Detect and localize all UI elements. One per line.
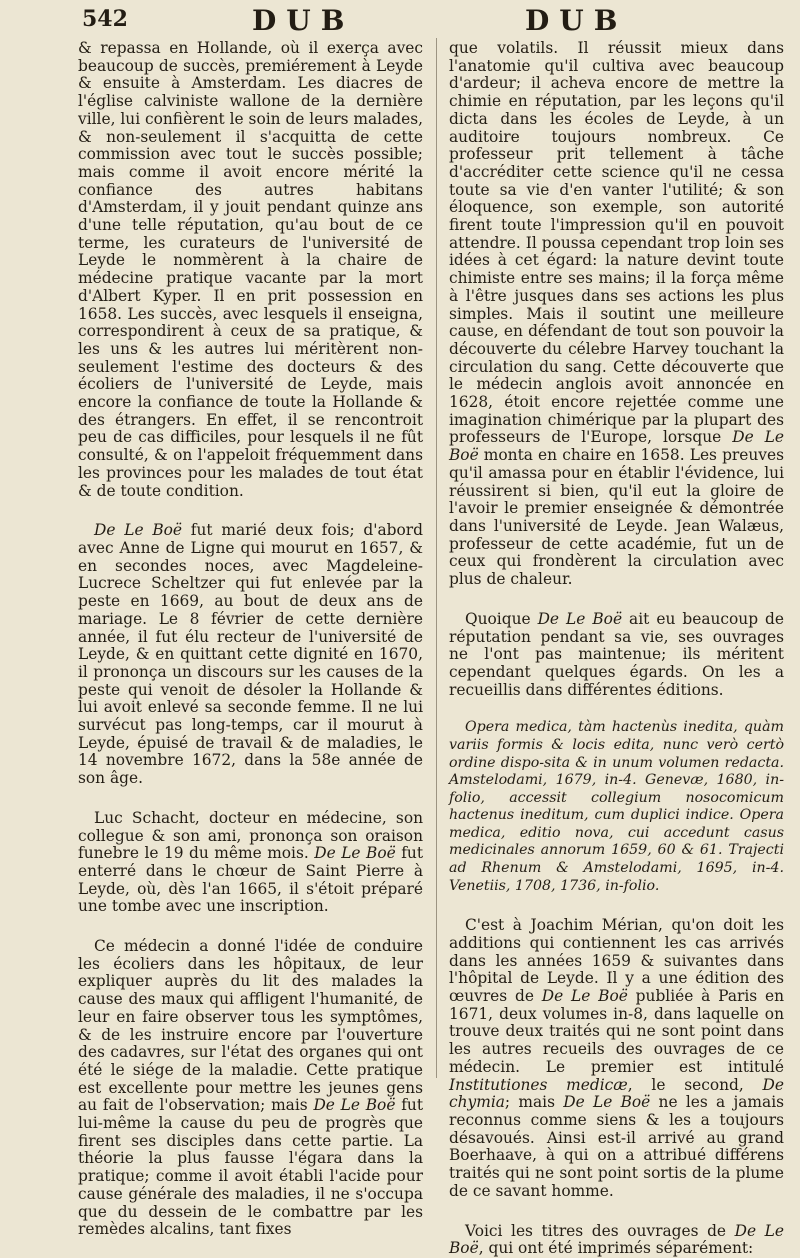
page-number: 542 xyxy=(82,6,128,32)
left-paragraph-4 xyxy=(78,938,423,1239)
person-name: De Le Boë xyxy=(537,609,623,628)
bibliography-entry: Opera medica, tàm hactenùs inedita, quàm variis formis & locis edita, nunc verò certò ordine dispo-sita & in unum volumen redacta. Amstelodami, 1679, in-4. Genevæ, 1680, in-folio, accessit collegium nosocomicum hactenus ineditum, cum duplici indice. Opera medica, editio nova, cui accedunt casus medicinales annorum 1659, 60 & 61. Trajecti ad Rhenum & Amstelodami, 1695, in-4. Venetiis, 1708, 1736, in-folio. xyxy=(449,719,784,894)
right-paragraph-1-text-a: que volatils. Il réussit mieux dans l'anatomie qu'il cultiva avec beaucoup d'ardeur; il acheva encore de mettre la chimie en réputation, par les leçons qu'il dicta dans les écoles de Leyde, à un auditoire toujours nombreux. Ce professeur prit tellement à tâche d'accréditer cette science qu'il ne cessa toute sa vie d'en vanter l'utilité; & son éloquence, son exemple, son autorité firent toute l'impression qu'il en pouvoit attendre. Il poussa cependant trop loin ses idées à cet égard: la nature devint toute chimiste entre ses mains; il la força même à l'être jusques dans ses actions les plus simples. Mais il soutint une meilleure cause, en défendant de tout son pouvoir la découverte du célebre Harvey touchant la circulation du sang. Cette découverte que le médecin anglois avoit annoncée en 1628, étoit encore rejettée comme une imagination chimérique par la plupart des professeurs de l'Europe, lorsque xyxy=(449,39,784,447)
right-paragraph-2-text-a: Quoique xyxy=(465,609,538,628)
left-paragraph-2-text: fut marié deux fois; d'abord avec Anne de Ligne qui mourut en 1657, & en secondes noces, avec Magdeleine-Lucrece Scheltzer qui fut enlevée par la peste en 1669, au bout de deux ans de mariage. Le 8 février de cette dernière année, il fut élu recteur de l'université de Leyde, & en quittant cette dignité en 1670, il prononça un discours sur les causes de la peste qui venoit de désoler la Hollande & lui avoit enlevé sa seconde femme. Il ne lui survécut pas long-temps, car il mourut à Leyde, épuisé de travail & de maladies, le 14 novembre 1672, dans la 58e année de son âge. xyxy=(78,521,423,788)
column-divider xyxy=(436,38,437,1078)
right-paragraph-4-text-a: Voici les titres des ouvrages de xyxy=(465,1221,735,1240)
left-paragraph-3 xyxy=(78,810,423,916)
right-paragraph-3-text-d: ; mais xyxy=(504,1093,564,1112)
right-paragraph-2 xyxy=(449,611,784,700)
person-name: De Le Boë xyxy=(314,844,396,863)
work-title: Institutiones medicæ xyxy=(449,1075,628,1094)
person-name: De Le Boë xyxy=(449,428,784,465)
left-paragraph-3-text-b: fut enterré dans le chœur de Saint Pierre à Leyde, où, dès l'an 1665, il s'étoit préparé une tombe avec une inscription. xyxy=(78,844,424,916)
left-paragraph-3-text-a: Luc Schacht, docteur en médecine, son collegue & son ami, prononça son oraison funebre le 19 du même mois. xyxy=(78,808,423,863)
right-paragraph-3-text-e: ne les a jamais reconnus comme siens & les a toujours désavoués. Ainsi est-il arrivé au grand Boerhaave, à qui on a attribué différens traités qui ne sont point sortis de la plume de ce savant homme. xyxy=(449,1093,785,1200)
right-paragraph-2-text-b: ait eu beaucoup de réputation pendant sa vie, ses ouvrages ne l'ont pas maintenue; ils méritent cependant quelques égards. On les a recueillis dans différentes éditions. xyxy=(449,609,785,699)
right-paragraph-1 xyxy=(449,40,784,589)
right-paragraph-4 xyxy=(449,1223,784,1258)
right-paragraph-3-text-c: , le second, xyxy=(627,1075,763,1094)
right-paragraph-3-text-b: publiée à Paris en 1671, deux volumes in-8, dans laquelle on trouve deux traités qui ne sont point dans les autres recueils des ouvrages de ce médecin. Le premier est intitulé xyxy=(449,987,785,1076)
left-column xyxy=(78,40,423,1239)
left-paragraph-1: & repassa en Hollande, où il exerça avec beaucoup de succès, premiérement à Leyde & ensuite à Amsterdam. Les diacres de l'église calviniste wallone de la dernière ville, lui confièrent le soin de leurs malades, & non-seulement il s'acquitta de cette commission avec tout le succès possible; mais comme il avoit encore mérité la confiance des autres habitans d'Amsterdam, il y jouit pendant quinze ans d'une telle réputation, qu'au bout de ce terme, les curateurs de l'université de Leyde le nommèrent à la chaire de médecine pratique vacante par la mort d'Albert Kyper. Il en prit possession en 1658. Les succès, avec lesquels il enseigna, correspondirent à ceux de sa pratique, & les uns & les autres lui méritèrent non-seulement l'estime des docteurs & des écoliers de l'université de Leyde, mais encore la confiance de toute la Hollande & des étrangers. En effet, il se rencontroit peu de cas difficiles, pour lesquels il ne fût consulté, & on l'appeloit fréquemment dans les provinces pour les malades de tout état & de toute condition. xyxy=(78,39,424,500)
right-paragraph-3-text-a: C'est à Joachim Mérian, qu'on doit les additions qui contiennent les cas arrivés dans les années 1659 & suivantes dans l'hôpital de Leyde. Il y a une édition des œuvres de xyxy=(449,916,784,1006)
person-name: De Le Boë xyxy=(449,1221,785,1258)
left-paragraph-4-text-b: fut lui-même la cause du peu de progrès que firent ses disciples dans cette partie. La théorie la plus fausse l'égara dans la pratique; comme il avoit établi l'acide pour cause générale des maladies, il ne s'occupa que du dessein de le combattre par les remèdes alcalins, tant fixes xyxy=(78,1096,423,1239)
person-name: De Le Boë xyxy=(563,1093,651,1112)
running-head-left: DUB xyxy=(252,4,355,37)
right-paragraph-1-text-b: monta en chaire en 1658. Les preuves qu'il amassa pour en établir l'évidence, lui réussirent si bien, qu'il eut la gloire de l'avoir le premier enseignée & démontrée dans l'université de Leyde. Jean Walæus, professeur de cette académie, fut un de ceux qui frondèrent la circulation avec plus de chaleur. xyxy=(449,446,784,589)
person-name: De Le Boë xyxy=(313,1096,396,1115)
right-paragraph-4-text-b: , qui ont été imprimés séparément: xyxy=(478,1239,754,1258)
work-title: De chymia xyxy=(449,1075,784,1112)
person-name: De Le Boë xyxy=(541,987,628,1006)
right-paragraph-3 xyxy=(449,917,784,1200)
right-column xyxy=(449,40,784,1258)
left-paragraph-2 xyxy=(78,522,423,788)
running-head-right: DUB xyxy=(525,4,628,37)
left-paragraph-4-text-a: Ce médecin a donné l'idée de conduire les écoliers dans les hôpitaux, de leur expliquer auprès du lit des malades la cause des maux qui affligent l'humanité, de leur en faire observer tous les symptômes, & de les instruire encore par l'ouverture des cadavres, sur l'état des organes qui ont été le siége de la maladie. Cette pratique est excellente pour mettre les jeunes gens au fait de l'observation; mais xyxy=(78,937,423,1115)
person-name: De Le Boë xyxy=(94,521,183,540)
